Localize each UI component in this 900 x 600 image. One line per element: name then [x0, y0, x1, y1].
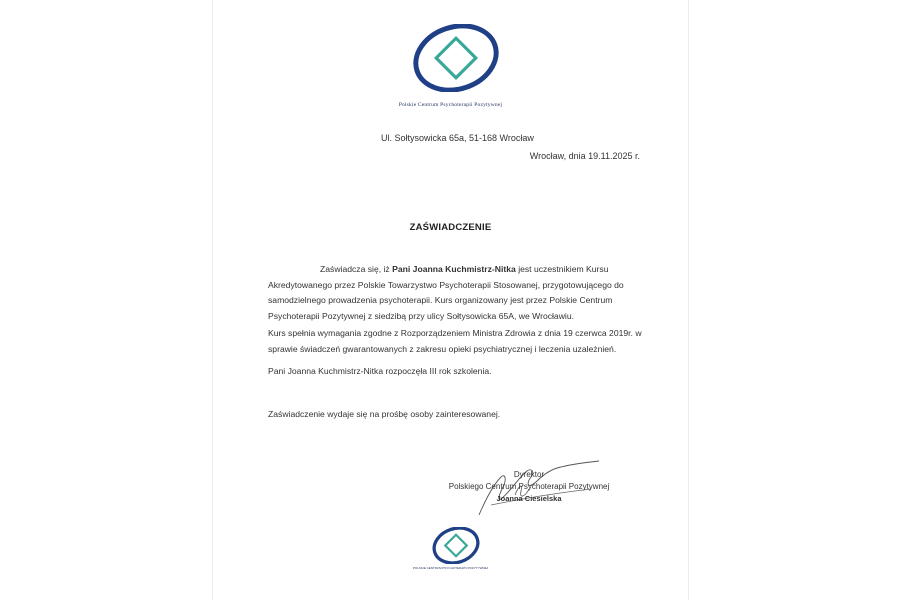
signature-block [446, 469, 612, 505]
stamp-organization-name: POLSKIE CENTRUM PSYCHOTERAPII POZYTYWNEJ [412, 566, 489, 570]
organization-address: Ul. Sołtysowicka 65a, 51-168 Wrocław [381, 133, 534, 143]
issue-date: Wrocław, dnia 19.11.2025 r. [529, 151, 640, 161]
paragraph-body: jest uczestnikiem Kursu Akredytowanego przez Polskie Towarzystwo Psychoterapii Stosowanej, przygotowującego do samodzielnego prowadzenia psychoterapii. Kurs organizowany jest przez Polskie Centrum Psychoterapii Pozytywnej z siedzibą przy ulicy Sołtysowicka 65A, we Wrocławiu. [268, 264, 624, 321]
signatory-organization: Polskiego Centrum Psychoterapii Pozytywnej [448, 482, 610, 491]
paragraph-regulation: Kurs spełnia wymagania zgodne z Rozporządzeniem Ministra Zdrowia z dnia 19 czerwca 2019r. w sprawie świadczeń gwarantowanych z zakresu opieki psychiatrycznej i leczenia uzależnień. [268, 328, 642, 354]
person-name: Pani Joanna Kuchmistrz-Nitka [392, 264, 516, 274]
organization-logo-icon [411, 24, 501, 92]
stamp-logo-icon [431, 527, 481, 564]
paragraph-request: Zaświadczenie wydaje się na prośbę osoby zainteresowanej. [268, 409, 501, 419]
paragraph-lead: Zaświadcza się, iż [320, 264, 393, 274]
signatory-role: Dyrektor [513, 470, 545, 479]
document-title: ZAŚWIADCZENIE [409, 222, 492, 233]
paragraph-certification [268, 262, 648, 324]
signatory-name: Joanna Ciesielska [496, 494, 562, 503]
organization-name: Polskie Centrum Psychoterapii Pozytywnej [398, 102, 503, 108]
paragraph-training-year: Pani Joanna Kuchmistrz-Nitka rozpoczęła III rok szkolenia. [268, 366, 492, 376]
certificate-page [213, 0, 688, 600]
